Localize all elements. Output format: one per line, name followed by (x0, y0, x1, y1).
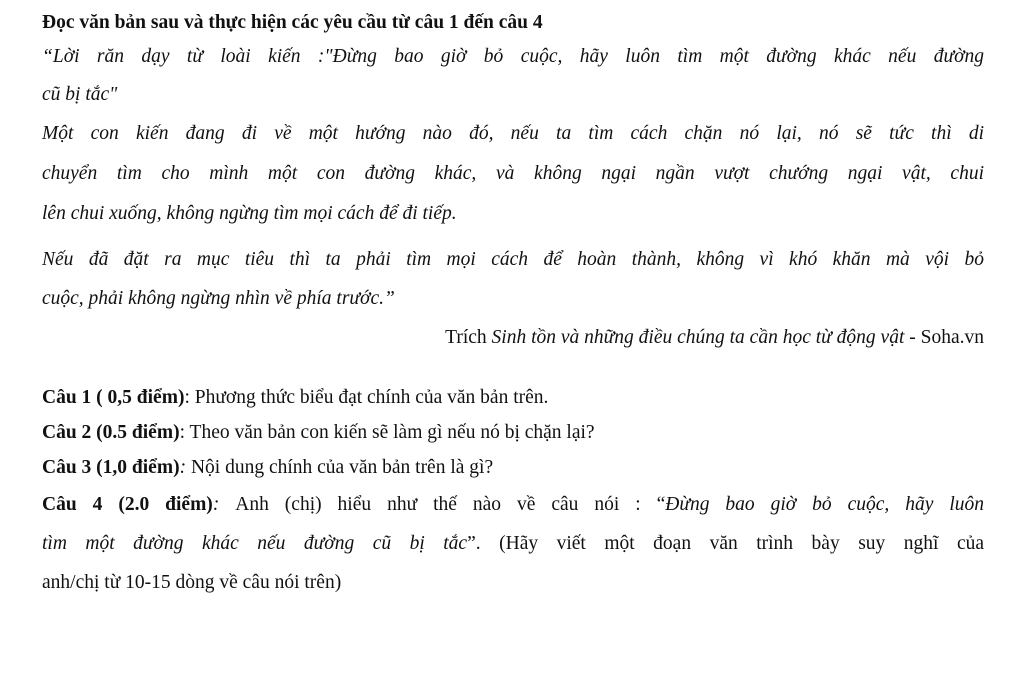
source-prefix: Trích (445, 327, 492, 348)
passage-paragraph-2-line-1: Nếu đã đặt ra mục tiêu thì ta phải tìm mọi cách để hoàn thành, không vì khó khăn mà vội bỏ (42, 249, 984, 270)
question-1-text: Phương thức biểu đạt chính của văn bản trên. (194, 387, 549, 408)
question-4-line-3: anh/chị từ 10-15 dòng về câu nói trên) (42, 572, 342, 593)
question-4-quote-b: tìm một đường khác nếu đường cũ bị tắc (42, 533, 468, 554)
passage-paragraph-2-line-2: cuộc, phải không ngừng nhìn về phía trước.” (42, 288, 395, 309)
question-4-line-2 (42, 524, 984, 563)
passage-quote-line-2: cũ bị tắc" (42, 84, 118, 105)
question-4-text-a: Anh (chị) hiểu như thế nào về câu nói : “ (235, 494, 666, 515)
passage-quote-line-1: “Lời răn dạy từ loài kiến :"Đừng bao giờ bỏ cuộc, hãy luôn tìm một đường khác nếu đường (42, 46, 984, 67)
source-title: Sinh tồn và những điều chúng ta cần học từ động vật (491, 327, 905, 348)
question-1-label: Câu 1 ( 0,5 điểm) (42, 387, 185, 408)
question-2-text: Theo văn bản con kiến sẽ làm gì nếu nó bị chặn lại? (189, 422, 595, 443)
question-4-line-1 (42, 485, 984, 524)
question-4-label: Câu 4 (2.0 điểm) (42, 494, 213, 515)
question-1 (42, 380, 984, 415)
document-heading: Đọc văn bản sau và thực hiện các yêu cầu từ câu 1 đến câu 4 (42, 12, 543, 33)
question-4-separator: : (212, 494, 236, 515)
question-4-text-b: ”. (Hãy viết một đoạn văn trình bày suy nghĩ của (467, 533, 984, 554)
question-2-label: Câu 2 (0.5 điểm) (42, 422, 180, 443)
question-2 (42, 415, 984, 450)
question-3-label: Câu 3 (1,0 điểm) (42, 457, 180, 478)
source-suffix: - Soha.vn (904, 327, 984, 348)
document-page (42, 8, 984, 602)
passage-source (42, 318, 984, 358)
question-1-separator: : (184, 387, 195, 408)
question-3-text: Nội dung chính của văn bản trên là gì? (190, 457, 494, 478)
question-list (42, 380, 984, 602)
passage-paragraph-1-line-3: lên chui xuống, không ngừng tìm mọi cách để đi tiếp. (42, 203, 457, 224)
passage-paragraph-1-line-1: Một con kiến đang đi về một hướng nào đó, nếu ta tìm cách chặn nó lại, nó sẽ tức thì di (42, 123, 984, 144)
question-3-separator: : (179, 457, 191, 478)
passage-paragraph-1-line-2: chuyển tìm cho mình một con đường khác, và không ngại ngần vượt chướng ngại vật, chui (42, 163, 984, 184)
question-4-quote-a: Đừng bao giờ bỏ cuộc, hãy luôn (665, 494, 985, 515)
passage (42, 38, 984, 318)
question-3 (42, 450, 984, 485)
question-2-separator: : (179, 422, 190, 443)
